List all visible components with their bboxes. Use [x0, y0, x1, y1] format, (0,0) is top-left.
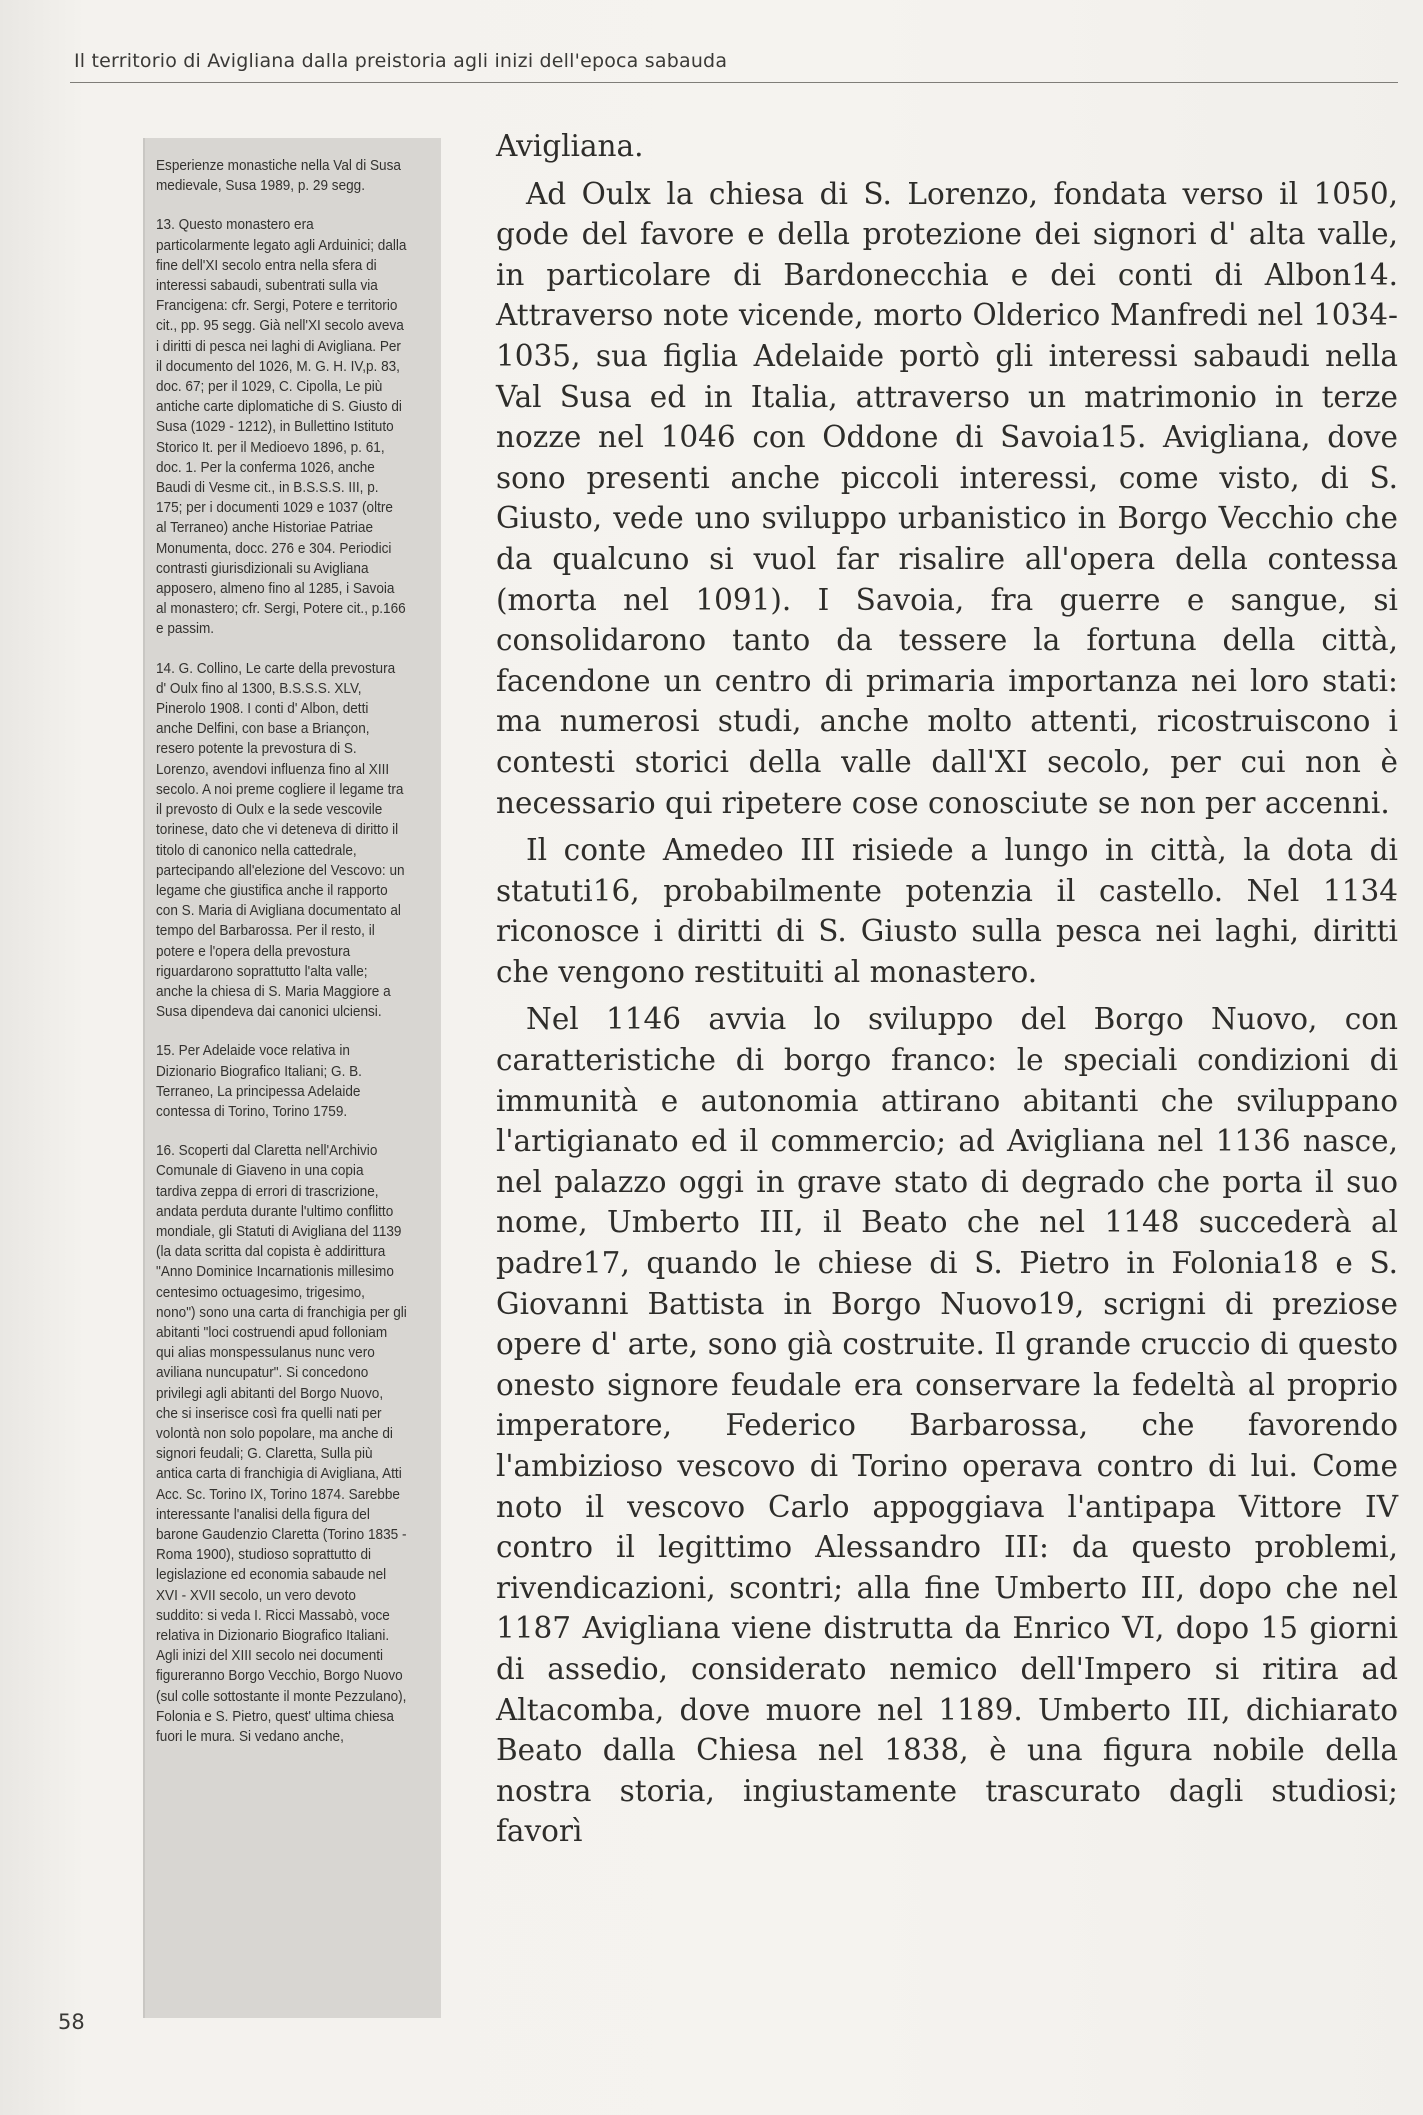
header-rule [70, 82, 1398, 83]
footnote-12-tail: Esperienze monastiche nella Val di Susa medievale, Susa 1989, p. 29 segg. [156, 158, 401, 195]
paragraph-3: Il conte Amedeo III risiede a lungo in città, la dota di statuti16, probabilmente potenzia il castello. Nel 1134 riconosce i diritti di S. Giusto sulla pesca nei laghi, diritti che vengono restituiti al monastero. [496, 833, 1398, 989]
page-number: 58 [58, 2010, 85, 2034]
paragraph-2: Ad Oulx la chiesa di S. Lorenzo, fondata verso il 1050, gode del favore e della protezione dei signori d' alta valle, in particolare di Bardonecchia e dei conti di Albon14. Attraverso note vicende, morto Olderico Manfredi nel 1034-1035, sua figlia Adelaide portò gli interessi sabaudi nella Val Susa ed in Italia, attraverso un matrimonio in terze nozze nel 1046 con Oddone di Savoia15. Avigliana, dove sono presenti anche piccoli interessi, come visto, di S. Giusto, vede uno sviluppo urbanistico in Borgo Vecchio che da qualcuno si vuol far risalire all'opera della contessa (morta nel 1091). I Savoia, fra guerre e sangue, si consolidarono tanto da tessere la fortuna della città, facendone un centro di primaria importanza nei loro stati: ma numerosi studi, anche molto attenti, ricostruiscono i contesti storici della valle dall'XI secolo, per cui non è necessario qui ripetere cose conosciute se non per accenni. [496, 176, 1398, 820]
main-text-column [496, 126, 1398, 1859]
paragraph-4: Nel 1146 avvia lo sviluppo del Borgo Nuovo, con caratteristiche di borgo franco: le speciali condizioni di immunità e autonomia attirano abitanti che sviluppano l'artigianato ed il commercio; ad Avigliana nel 1136 nasce, nel palazzo oggi in grave stato di degrado che porta il suo nome, Umberto III, il Beato che nel 1148 succederà al padre17, quando le chiese di S. Pietro in Folonia18 e S. Giovanni Battista in Borgo Nuovo19, scrigni di preziose opere d' arte, sono già costruite. Il grande cruccio di questo onesto signore feudale era conservare la fedeltà al proprio imperatore, Federico Barbarossa, che favorendo l'ambizioso vescovo di Torino operava contro di lui. Come noto il vescovo Carlo appoggiava l'antipapa Vittore IV contro il legittimo Alessandro III: da questo problemi, rivendicazioni, scontri; alla fine Umberto III, dopo che nel 1187 Avigliana viene distrutta da Enrico VI, dopo 15 giorni di assedio, considerato nemico dell'Impero si ritira ad Altacomba, dove muore nel 1189. Umberto III, dichiarato Beato dalla Chiesa nel 1838, è una figura nobile della nostra storia, ingiustamente trascurato dagli studiosi; favorì [496, 1002, 1398, 1849]
footnote-14: 14. G. Collino, Le carte della prevostura d' Oulx fino al 1300, B.S.S.S. XLV, Pinerolo 1908. I conti d' Albon, detti anche Delfini, con base a Briançon, resero potente la prevostura di S. Lorenzo, avendovi influenza fino al XIII secolo. A noi preme cogliere il legame tra il prevosto di Oulx e la sede vescovile torinese, dato che vi deteneva di diritto il titolo di canonico nella cattedrale, partecipando all'elezione del Vescovo: un legame che giustifica anche il rapporto con S. Maria di Avigliana documentato al tempo del Barbarossa. Per il resto, il potere e l'opera della prevostura riguardarono soprattutto l'alta valle; anche la chiesa di S. Maria Maggiore a Susa dipendeva dai canonici ulciensi. [156, 660, 405, 1021]
paragraph-1: Avigliana. [496, 129, 644, 163]
footnotes-column [156, 156, 407, 1747]
footnote-15: 15. Per Adelaide voce relativa in Dizionario Biografico Italiani; G. B. Terraneo, La principessa Adelaide contessa di Torino, Torino 1759. [156, 1043, 362, 1120]
footnote-13: 13. Questo monastero era particolarmente legato agli Arduinici; dalla fine dell'XI secolo entra nella sfera di interessi sabaudi, subentrati sulla via Francigena: cfr. Sergi, Potere e territorio cit., pp. 95 segg. Già nell'XI secolo aveva i diritti di pesca nei laghi di Avigliana. Per il documento del 1026, M. G. H. IV,p. 83, doc. 67; per il 1029, C. Cipolla, Le più antiche carte diplomatiche di S. Giusto di Susa (1029 - 1212), in Bullettino Istituto Storico It. per il Medioevo 1896, p. 61, doc. 1. Per la conferma 1026, anche Baudi di Vesme cit., in B.S.S.S. III, p. 175; per i documenti 1029 e 1037 (oltre al Terraneo) anche Historiae Patriae Monumenta, docc. 276 e 304. Periodici contrasti giurisdizionali su Avigliana apposero, almeno fino al 1285, i Savoia al monastero; cfr. Sergi, Potere cit., p.166 e passim. [156, 217, 407, 638]
footnote-16: 16. Scoperti dal Claretta nell'Archivio Comunale di Giaveno in una copia tardiva zeppa di errori di trascrizione, andata perduta durante l'ultimo conflitto mondiale, gli Statuti di Avigliana del 1139 (la data scritta dal copista è addirittura "Anno Dominice Incarnationis millesimo centesimo octuagesimo, trigesimo, nono") sono una carta di franchigia per gli abitanti "loci costruendi apud folloniam qui alias monspessulanus nunc vero aviliana nuncupatur". Si concedono privilegi agli abitanti del Borgo Nuovo, che si inserisce così fra quelli nati per volontà non solo popolare, ma anche di signori feudali; G. Claretta, Sulla più antica carta di franchigia di Avigliana, Atti Acc. Sc. Torino IX, Torino 1874. Sarebbe interessante l'analisi della figura del barone Gaudenzio Claretta (Torino 1835 - Roma 1900), studioso soprattutto di legislazione ed economia sabaude nel XVI - XVII secolo, un vero devoto suddito: si veda I. Ricci Massabò, voce relativa in Dizionario Biografico Italiani. Agli inizi del XIII secolo nei documenti figureranno Borgo Vecchio, Borgo Nuovo (sul colle sottostante il monte Pezzulano), Folonia e S. Pietro, quest' ultima chiesa fuori le mura. Si vedano anche, [156, 1143, 407, 1746]
running-head: Il territorio di Avigliana dalla preistoria agli inizi dell'epoca sabauda [74, 50, 728, 72]
